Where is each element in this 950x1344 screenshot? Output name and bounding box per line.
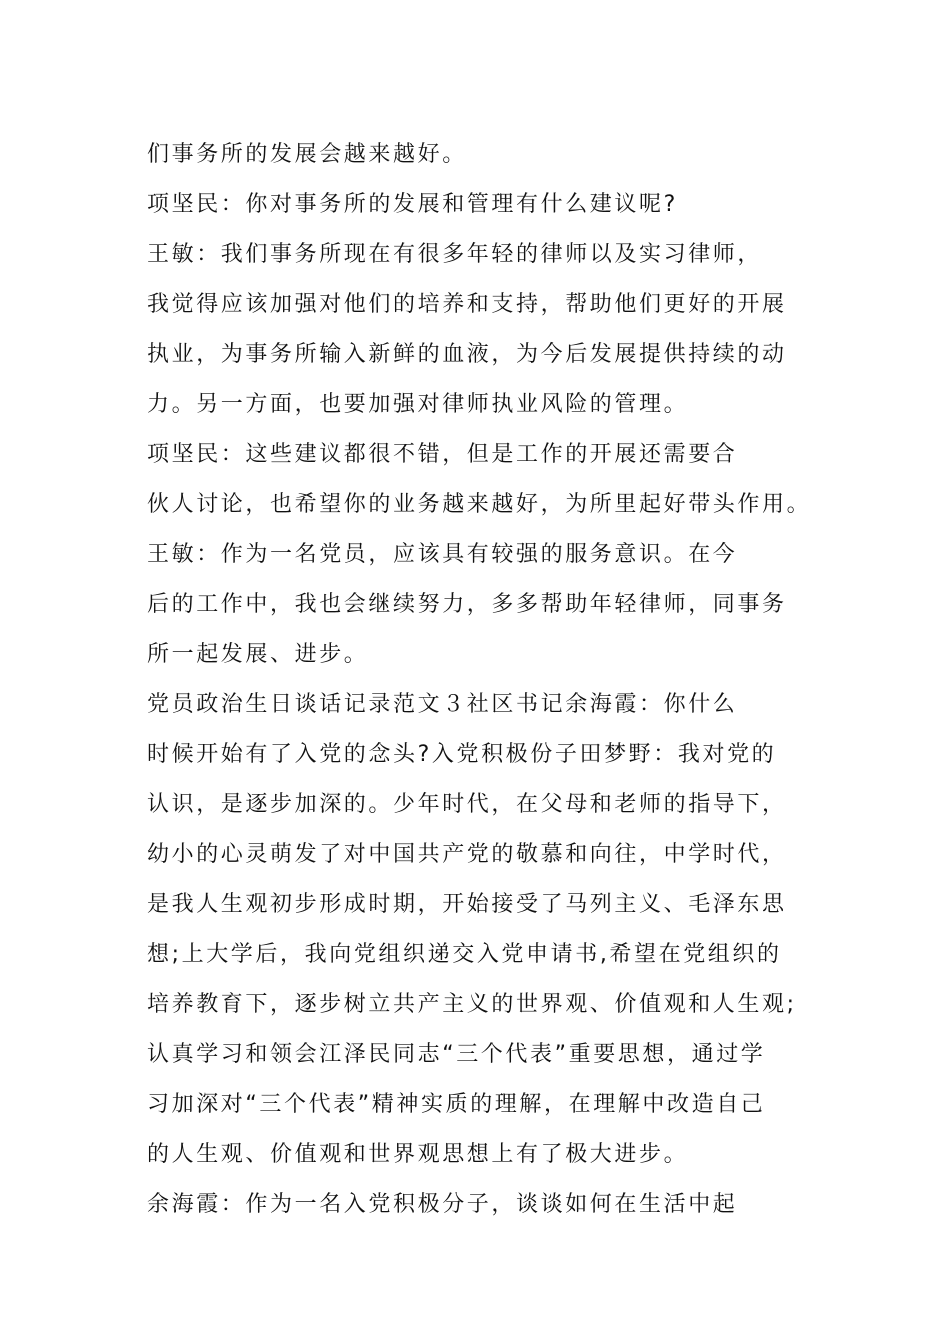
text-line: 认识，是逐步加深的。少年时代，在父母和老师的指导下，: [147, 792, 787, 817]
text-line: 力。另一方面，也要加强对律师执业风险的管理。: [147, 392, 689, 417]
text-line: 认真学习和领会江泽民同志“三个代表”重要思想，通过学: [147, 1042, 766, 1067]
text-line: 后的工作中，我也会继续努力，多多帮助年轻律师，同事务: [147, 592, 787, 617]
text-line: 党员政治生日谈话记录范文３社区书记余海霞：你什么: [147, 692, 738, 717]
text-line: 王敏：我们事务所现在有很多年轻的律师以及实习律师，: [147, 242, 763, 267]
text-line: 项坚民：这些建议都很不错，但是工作的开展还需要合: [147, 442, 738, 467]
text-line: 幼小的心灵萌发了对中国共产党的敬慕和向往，中学时代，: [147, 842, 787, 867]
text-line: 习加深对“三个代表”精神实质的理解，在理解中改造自己: [147, 1092, 766, 1117]
text-line: 我觉得应该加强对他们的培养和支持，帮助他们更好的开展: [147, 292, 787, 317]
text-line: 所一起发展、进步。: [147, 642, 369, 667]
text-line: 伙人讨论，也希望你的业务越来越好，为所里起好带头作用。: [147, 492, 812, 517]
document-body: [147, 130, 812, 1230]
text-line: 项坚民：你对事务所的发展和管理有什么建议呢?: [147, 192, 678, 217]
text-line: 培养教育下，逐步树立共产主义的世界观、价值观和人生观;: [147, 992, 797, 1017]
text-line: 是我人生观初步形成时期，开始接受了马列主义、毛泽东思: [147, 892, 787, 917]
text-line: 执业，为事务所输入新鲜的血液，为今后发展提供持续的动: [147, 342, 787, 367]
text-line: 余海霞：作为一名入党积极分子，谈谈如何在生活中起: [147, 1192, 738, 1217]
text-line: 们事务所的发展会越来越好。: [147, 142, 467, 167]
text-line: 时候开始有了入党的念头?入党积极份子田梦野：我对党的: [147, 742, 777, 767]
text-line: 王敏：作为一名党员，应该具有较强的服务意识。在今: [147, 542, 738, 567]
text-line: 的人生观、价值观和世界观思想上有了极大进步。: [147, 1142, 689, 1167]
text-line: 想;上大学后，我向党组织递交入党申请书,希望在党组织的: [147, 942, 782, 967]
